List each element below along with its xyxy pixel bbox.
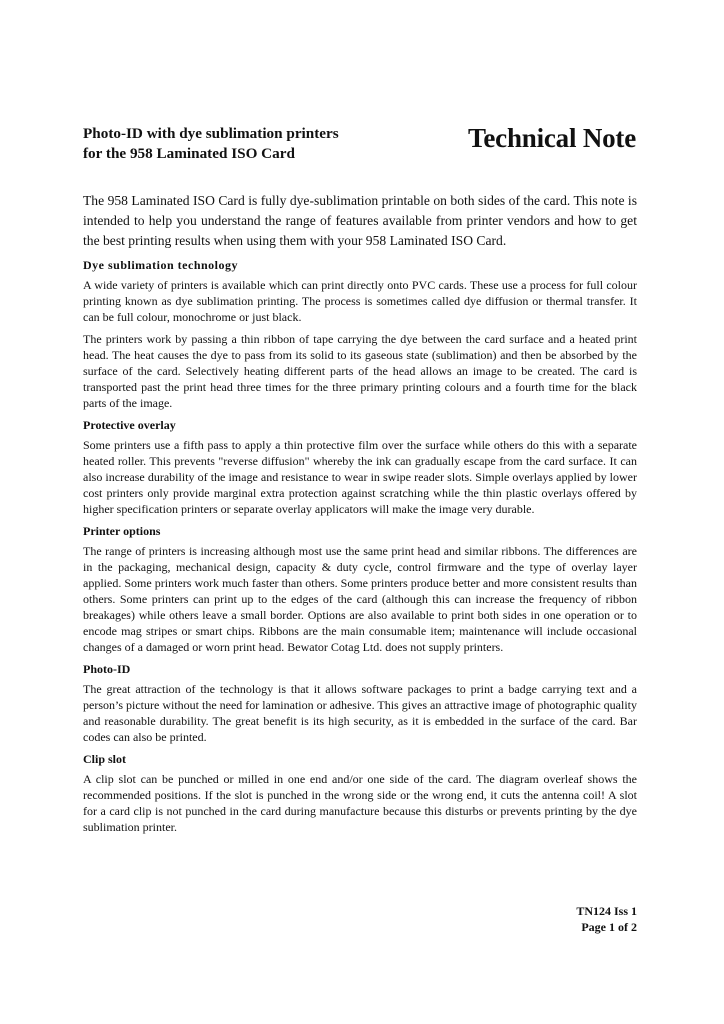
section-clip-slot bbox=[83, 751, 637, 835]
page-number: Page 1 of 2 bbox=[581, 920, 637, 934]
intro-paragraph: The 958 Laminated ISO Card is fully dye-sublimation printable on both sides of the card. This note is intended to help you understand the range of features available from printer vendors and how to get the best printing results when using them with your 958 Laminated ISO Card. bbox=[83, 193, 637, 248]
section-paragraph: The great attraction of the technology is that it allows software packages to print a badge carrying text and a person’s picture without the need for lamination or adhesive. This gives an attractive image of photographic quality and reasonable durability. The great benefit is its high security, as it is embedded in the surface of the card. Bar codes can also be printed. bbox=[83, 682, 637, 744]
section-heading: Dye sublimation technology bbox=[83, 258, 239, 272]
section-heading: Clip slot bbox=[83, 752, 127, 766]
section-dye-sublimation bbox=[83, 257, 637, 411]
section-heading: Photo-ID bbox=[83, 662, 131, 676]
section-heading: Protective overlay bbox=[83, 418, 176, 432]
page-footer bbox=[576, 903, 637, 935]
section-paragraph: The printers work by passing a thin ribbon of tape carrying the dye between the card surface and a heated print head. The heat causes the dye to pass from its solid to its gaseous state (sublimation) and then be absorbed by the surface of the card. Selectively heating different parts of the head allows an image to be created. The card is transported past the print head three times for the three primary printing colours and a fourth time for the black parts of the image. bbox=[83, 332, 637, 410]
section-paragraph: Some printers use a fifth pass to apply a thin protective film over the surface while others do this with a separate heated roller. This prevents "reverse diffusion" whereby the ink can gradually escape from the card surface. It can also increase durability of the image and resistance to wear in swipe reader slots. Simple overlays applied by lower cost printers only provide marginal extra protection against scratching while the thin plastic overlays offered by higher specification printers or separate overlay applicators will make the image very durable. bbox=[83, 438, 637, 516]
document-reference: TN124 Iss 1 bbox=[576, 904, 637, 918]
section-paragraph: A wide variety of printers is available which can print directly onto PVC cards. These use a process for full colour printing known as dye sublimation printing. The process is sometimes called dye diffusion or thermal transfer. It can be full colour, monochrome or just black. bbox=[83, 278, 637, 324]
section-photo-id bbox=[83, 661, 637, 745]
document-type-label: Technical Note bbox=[468, 123, 636, 153]
document-body bbox=[83, 191, 637, 841]
section-paragraph: A clip slot can be punched or milled in one end and/or one side of the card. The diagram overleaf shows the recommended positions. If the slot is punched in the wrong side or the wrong end, it cuts the antenna coil! A slot for a card clip is not punched in the card during manufacture because this disturbs or prevents printing by the dye sublimation printer. bbox=[83, 772, 637, 834]
document-title bbox=[83, 124, 403, 164]
section-protective-overlay bbox=[83, 417, 637, 517]
document-title-line-2: for the 958 Laminated ISO Card bbox=[83, 145, 295, 162]
section-paragraph: The range of printers is increasing although most use the same print head and similar ribbons. The differences are in the packaging, mechanical design, capacity & duty cycle, control firmware and the type of overlay layer applied. Some printers work much faster than others. Some printers produce better and more consistent results than others. Some printers can print up to the edges of the card (although this can increase the frequency of ribbon breakages) while others leave a small border. Options are also available to print both sides in one operation or to encode mag stripes or smart chips. Ribbons are the main consumable item; maintenance will include occasional changes of a damaged or worn print head. Bewator Cotag Ltd. does not supply printers. bbox=[83, 544, 637, 654]
document-title-line-1: Photo-ID with dye sublimation printers bbox=[83, 125, 339, 142]
section-heading: Printer options bbox=[83, 524, 161, 538]
section-printer-options bbox=[83, 523, 637, 655]
